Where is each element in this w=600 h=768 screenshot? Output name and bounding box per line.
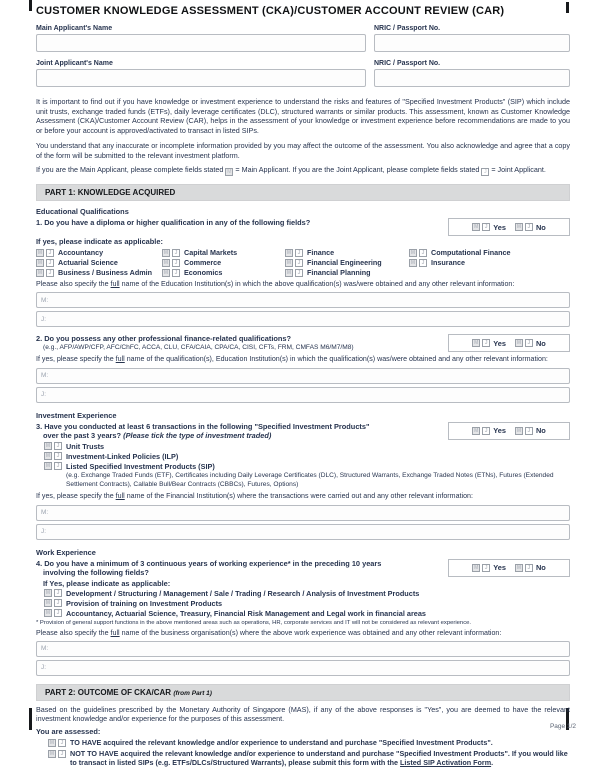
q3-no-checkbox-joint[interactable]: J <box>525 427 533 435</box>
investment-experience-heading: Investment Experience <box>36 410 117 420</box>
checkbox-main[interactable]: M <box>410 259 416 266</box>
question-4-text-line2: involving the following fields? <box>43 568 149 578</box>
q1-no-label: No <box>535 222 546 232</box>
checkbox-main[interactable]: M <box>163 249 169 256</box>
q4-yes-checkbox-joint[interactable]: J <box>482 564 490 572</box>
field-finance[interactable]: M J Finance <box>286 248 335 257</box>
q4-organisation-input-joint[interactable]: J: <box>36 660 570 676</box>
q1-no-checkbox-joint[interactable]: J <box>525 223 533 231</box>
q4-specify-line: Please also specify the full name of the business organisation(s) where the above work experience was obtained and any other relevant information: <box>36 628 502 637</box>
crop-mark-top-left <box>29 0 32 11</box>
q1-yes-checkbox-main[interactable]: M <box>474 224 479 230</box>
form-title: CUSTOMER KNOWLEDGE ASSESSMENT (CKA)/CUSTOMER ACCOUNT REVIEW (CAR) <box>36 5 505 17</box>
assessed-label: You are assessed: <box>36 726 101 736</box>
field-economics[interactable]: M J Economics <box>163 268 223 277</box>
joint-nric-input[interactable] <box>374 69 570 87</box>
field-financial-engineering[interactable]: M J Financial Engineering <box>286 258 382 267</box>
checkbox-joint[interactable]: J <box>58 750 66 758</box>
educational-qualifications-heading: Educational Qualifications <box>36 207 129 216</box>
checkbox-main[interactable]: M <box>37 269 43 276</box>
outcome-option-to-have[interactable]: M J TO HAVE acquired the relevant knowledge and/or experience to understand and purchase "Specified Investment Products". <box>49 737 493 747</box>
checkbox-main[interactable]: M <box>45 599 51 606</box>
q4-no-checkbox-joint[interactable]: J <box>525 564 533 572</box>
listed-sip-activation-form-link[interactable]: Listed SIP Activation Form <box>400 758 492 768</box>
main-nric-input[interactable] <box>374 34 570 52</box>
q3-institution-input-joint[interactable]: J: <box>36 524 570 540</box>
question-2-text: 2. Do you possess any other professional finance-related qualifications? <box>36 334 292 344</box>
page-number: Page 1/2 <box>549 723 576 730</box>
q4-yes-label: Yes <box>493 563 506 573</box>
checkbox-main[interactable]: M <box>286 269 292 276</box>
part1-header: PART 1: KNOWLEDGE ACQUIRED <box>36 184 570 201</box>
field-insurance[interactable]: M J Insurance <box>410 258 465 267</box>
q2-qualification-input-main[interactable]: M: <box>36 368 570 384</box>
main-applicant-name-label: Main Applicant's Name <box>36 25 113 32</box>
item-accountancy-actuarial-work[interactable]: M J Accountancy, Actuarial Science, Treasury, Financial Risk Management and Legal work in financial areas <box>45 609 426 619</box>
checkbox-main[interactable]: M <box>49 739 55 746</box>
question-1-text: 1. Do you have a diploma or higher qualification in any of the following fields? <box>36 218 311 227</box>
part2-header: PART 2: OUTCOME OF CKA/CAR (from Part 1) <box>36 684 570 701</box>
checkbox-joint[interactable]: J <box>54 609 62 617</box>
q3-institution-input-main[interactable]: M: <box>36 505 570 521</box>
q4-organisation-input-main[interactable]: M: <box>36 641 570 657</box>
field-commerce[interactable]: M J Commerce <box>163 258 222 267</box>
q4-yes-checkbox-main[interactable]: M <box>474 564 479 571</box>
item-development-structuring[interactable]: M J Development / Structuring / Management / Sale / Trading / Research / Analysis of Investment Products <box>45 588 420 598</box>
joint-applicant-name-label: Joint Applicant's Name <box>36 60 113 67</box>
q2-yes-checkbox-main[interactable]: M <box>474 340 479 347</box>
checkbox-main[interactable]: M <box>286 249 292 256</box>
question-2-yes-no-box <box>448 334 570 352</box>
checkbox-joint[interactable]: J <box>172 269 180 277</box>
checkbox-main[interactable]: M <box>45 463 51 470</box>
checkbox-main[interactable]: M <box>410 249 416 256</box>
q4-no-label: No <box>535 563 546 573</box>
question-3-text-line1: 3. Have you conducted at least 6 transactions in the following "Specified Investment Products" <box>36 421 370 431</box>
checkbox-joint[interactable]: J <box>46 269 54 277</box>
field-business-admin[interactable]: M J Business / Business Admin <box>37 268 152 277</box>
q2-yes-label: Yes <box>493 338 506 348</box>
checkbox-main[interactable]: M <box>49 751 55 758</box>
q4-if-yes-label: If Yes, please indicate as applicable: <box>43 578 171 588</box>
work-experience-heading: Work Experience <box>36 547 96 557</box>
q3-no-label: No <box>535 426 546 436</box>
checkbox-joint[interactable]: J <box>54 589 62 597</box>
intro-paragraph-1: It is important to find out if you have knowledge or investment experience to understand the risks and features of "Specified Investment Products" (SIP) which include unit trusts, exchange traded funds (ETFs), daily leverage certificates (DLC), structured warrants or similar products. This assessment, known as Customer Knowledge Assessment (CKA)/Customer Account Review (CAR), helps in the assessment of your knowledge or investment experience before recommendations are made to you or before your account is approved/activated to transact in listed SIPs. <box>36 97 570 135</box>
field-computational-finance[interactable]: M J Computational Finance <box>410 248 511 257</box>
outcome-option-not-to-have[interactable]: M J NOT TO HAVE acquired the relevant knowledge and/or experience to understand and purchase "Specified Investment Products". If you would like to transact in listed SIPs (e.g. ETFs/DLCs/Structured Warrants), please submit this form with the Listed SIP Activation Form. <box>49 749 568 768</box>
q1-institution-input-main[interactable]: M: <box>36 292 570 308</box>
checkbox-joint[interactable]: J <box>295 269 303 277</box>
field-financial-planning[interactable]: M J Financial Planning <box>286 268 371 277</box>
checkbox-main[interactable]: M <box>45 589 51 596</box>
q1-institution-input-joint[interactable]: J: <box>36 311 570 327</box>
q2-no-checkbox-joint[interactable]: J <box>525 339 533 347</box>
question-3-text-line2: over the past 3 years? (Please tick the type of investment traded) <box>43 431 272 441</box>
joint-nric-label: NRIC / Passport No. <box>374 60 441 67</box>
checkbox-main[interactable]: M <box>45 442 51 449</box>
intro-paragraph-2: You understand that any inaccurate or incomplete information provided by you may affect the outcome of the assessment. You also acknowledge and agree that a copy of the form will be submitted to the relevant investment platform. <box>36 141 570 160</box>
question-1-row <box>36 218 570 236</box>
question-3-row <box>36 422 570 441</box>
field-accountancy[interactable]: M J Accountancy <box>37 248 104 257</box>
q2-qualification-input-joint[interactable]: J: <box>36 387 570 403</box>
crop-mark-bottom-left <box>29 708 32 730</box>
question-4-row <box>36 559 570 578</box>
main-nric-label: NRIC / Passport No. <box>374 25 441 32</box>
q3-specify-line: If yes, please specify the full name of the Financial Institution(s) where the transactions were carried out and any other relevant information: <box>36 492 473 501</box>
checkbox-joint[interactable]: J <box>54 442 62 450</box>
item-listed-sip[interactable]: M J Listed Specified Investment Products (SIP) <box>45 462 215 472</box>
checkbox-joint[interactable]: J <box>46 249 54 257</box>
q3-yes-checkbox-joint[interactable]: J <box>482 427 490 435</box>
question-1-yes-no-box <box>448 218 570 236</box>
intro-p3-text-1: If you are the Main Applicant, please complete fields stated <box>36 165 224 174</box>
part2-intro: Based on the guidelines prescribed by the Monetary Authority of Singapore (MAS), if any of the above responses is "Yes", you are deemed to have the relevant investment knowledge and/or experience for the purposes of this assessment. <box>36 704 570 724</box>
checkbox-main[interactable]: M <box>163 269 169 276</box>
q1-no-checkbox-main[interactable]: M <box>516 224 522 230</box>
checkbox-joint[interactable]: J <box>419 259 427 267</box>
q2-no-label: No <box>535 338 546 348</box>
main-applicant-legend-checkbox: M <box>227 169 232 175</box>
q3-yes-label: Yes <box>493 426 506 436</box>
item-provision-training[interactable]: M J Provision of training on Investment Products <box>45 598 223 608</box>
checkbox-joint[interactable]: J <box>172 249 180 257</box>
joint-applicant-name-input[interactable] <box>36 69 366 87</box>
q2-specify-line: If yes, please specify the full name of the qualification(s), Education Institution(s) in which the qualification(s) was/were obtained and any other relevant information: <box>36 355 548 364</box>
checkbox-joint[interactable]: J <box>419 249 427 257</box>
item-ilp[interactable]: M J Investment-Linked Policies (ILP) <box>45 451 179 461</box>
question-2-row <box>36 334 570 352</box>
q1-yes-label: Yes <box>493 222 506 232</box>
checkbox-joint[interactable]: J <box>295 249 303 257</box>
joint-applicant-legend-checkbox: J <box>481 168 489 176</box>
intro-p3-text-2: = Main Applicant. If you are the Joint Applicant, please complete fields stated <box>235 165 480 174</box>
work-experience-footnote: * Provision of general support functions in the above mentioned areas such as operations, HR, corporate services and IT will not be considered as relevant experience. <box>36 620 472 627</box>
checkbox-main[interactable]: M <box>37 249 43 256</box>
item-unit-trusts[interactable]: M J Unit Trusts <box>45 441 105 451</box>
question-3-yes-no-box <box>448 422 570 440</box>
question-4-text-line1: 4. Do you have a minimum of 3 continuous years of working experience* in the preceding 10 years <box>36 558 382 568</box>
joint-applicant-row <box>36 52 570 87</box>
intro-p3-text-3: = Joint Applicant. <box>491 165 546 174</box>
q4-no-checkbox-main[interactable]: M <box>516 564 522 571</box>
q1-specify-line: Please also specify the full name of the Education Institution(s) in which the above qualification(s) was/were obtained and any other relevant information: <box>36 280 515 288</box>
q2-no-checkbox-main[interactable]: M <box>516 340 522 347</box>
intro-paragraph-3 <box>36 165 570 176</box>
checkbox-joint[interactable]: J <box>46 259 54 267</box>
main-applicant-name-input[interactable] <box>36 34 366 52</box>
q1-if-yes-label: If yes, please indicate as applicable: <box>36 237 163 246</box>
checkbox-joint[interactable]: J <box>54 452 62 460</box>
checkbox-joint[interactable]: J <box>295 259 303 267</box>
field-capital-markets[interactable]: M J Capital Markets <box>163 248 238 257</box>
field-actuarial-science[interactable]: M J Actuarial Science <box>37 258 118 267</box>
checkbox-main[interactable]: M <box>45 452 51 459</box>
question-4-yes-no-box <box>448 559 570 577</box>
checkbox-joint[interactable]: J <box>54 462 62 470</box>
education-fields-grid <box>36 248 570 277</box>
question-2-examples: (e.g., AFP/AWP/CFP, AFC/ChFC, ACCA, CLU, CFA/CAIA, CPA/CA, CISI, CFTs, FRM, CMFAS M6/M7/M8) <box>43 343 354 351</box>
main-applicant-row <box>36 17 570 52</box>
checkbox-joint[interactable]: J <box>58 739 66 747</box>
q3-no-checkbox-main[interactable]: M <box>516 427 522 434</box>
checkbox-main[interactable]: M <box>286 259 292 266</box>
q3-yes-checkbox-main[interactable]: M <box>474 427 479 434</box>
q2-yes-checkbox-joint[interactable]: J <box>482 339 490 347</box>
listed-sip-examples: (e.g. Exchange Traded Funds (ETF), Certificates including Daily Leverage Certificates (DLC), Structured Warrants, Exchange Traded Notes (ETNs), Futures (Extended Settlement Contracts), Callable Bull/Bear Contracts (CBBCs), Futures, Options) <box>66 472 554 488</box>
checkbox-joint[interactable]: J <box>54 599 62 607</box>
checkbox-main[interactable]: M <box>45 610 51 617</box>
checkbox-main[interactable]: M <box>163 259 169 266</box>
checkbox-joint[interactable]: J <box>172 259 180 267</box>
q1-yes-checkbox-joint[interactable]: J <box>482 223 490 231</box>
checkbox-main[interactable]: M <box>37 259 43 266</box>
